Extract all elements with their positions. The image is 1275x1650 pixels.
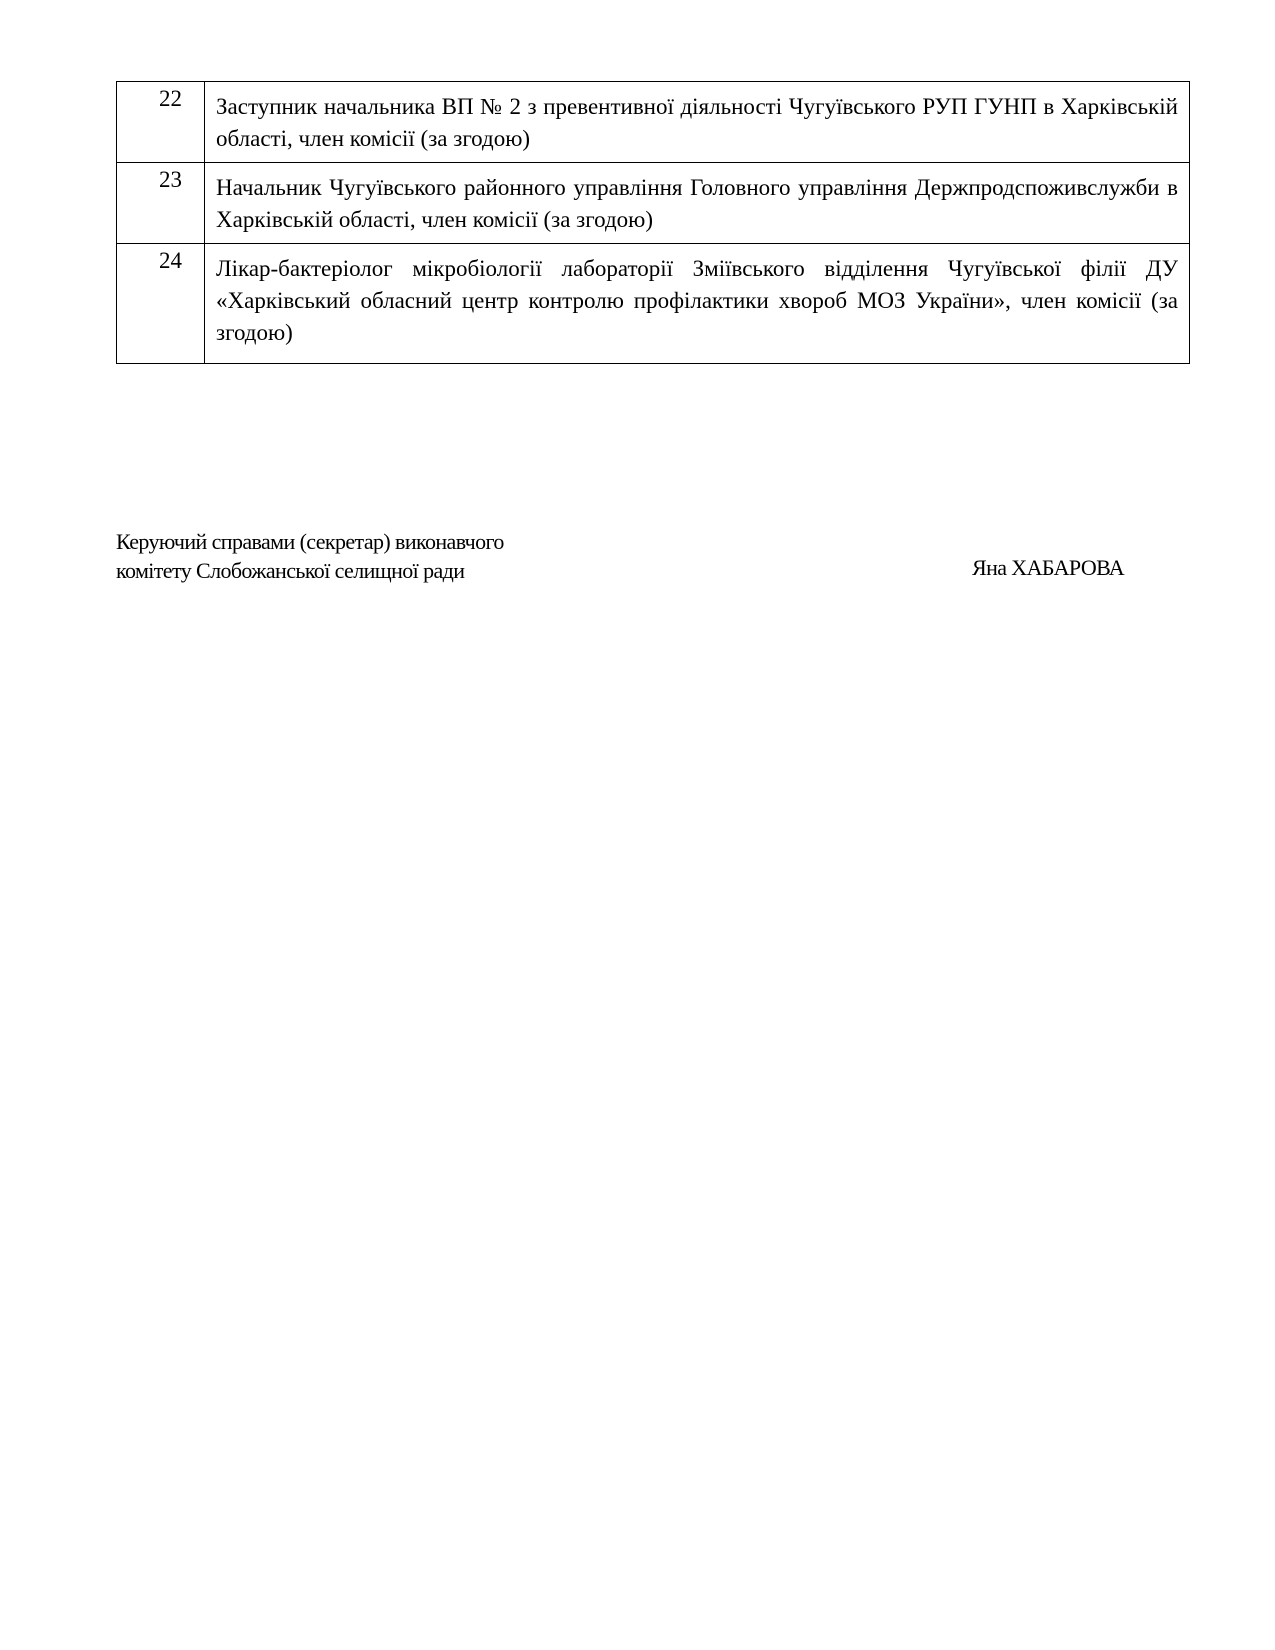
signatory-name: Яна ХАБАРОВА	[972, 555, 1125, 580]
member-description: Лікар-бактеріолог мікробіології лабораторії Зміївського відділення Чугуївської філії ДУ «Харківський обласний центр контролю профілактики хвороб МОЗ України», член комісії (за згодою)	[205, 244, 1190, 364]
member-description: Заступник начальника ВП № 2 з превентивної діяльності Чугуївського РУП ГУНП в Харківській області, член комісії (за згодою)	[205, 82, 1190, 163]
signatory-position-line-1: Керуючий справами (секретар) виконавчого	[116, 529, 504, 554]
table-row	[117, 163, 1190, 244]
member-description: Начальник Чугуївського районного управління Головного управління Держпродспоживслужби в Харківській області, член комісії (за згодою)	[205, 163, 1190, 244]
table-row	[117, 82, 1190, 163]
row-number: 23	[117, 163, 205, 244]
commission-members-table	[116, 81, 1190, 364]
signatory-position-line-2: комітету Слобожанської селищної ради	[116, 558, 465, 583]
table-row	[117, 244, 1190, 364]
row-number: 24	[117, 244, 205, 364]
row-number: 22	[117, 82, 205, 163]
